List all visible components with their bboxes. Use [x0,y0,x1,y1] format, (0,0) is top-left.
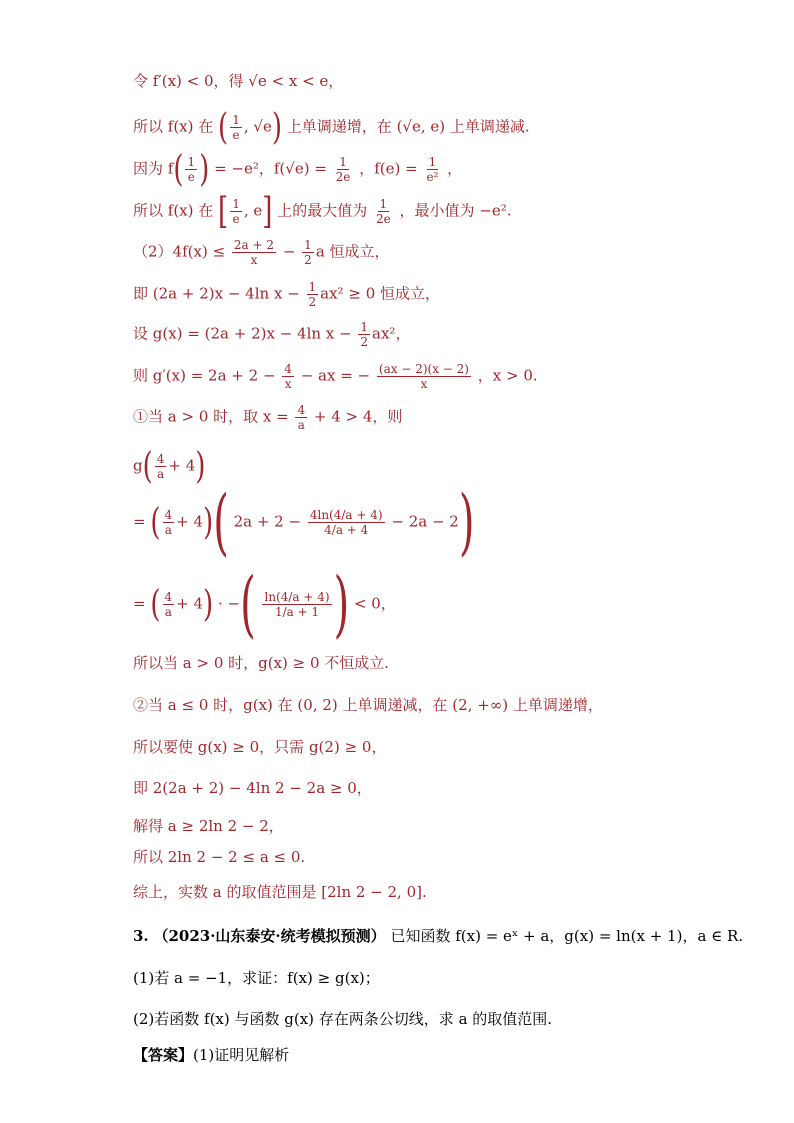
line-8-post: ，x > 0. [477,366,538,385]
line-3-post: ， [447,159,463,178]
line-19 [133,882,427,902]
line-2-post: 上单调递减. [449,117,530,136]
problem-3 [133,926,743,946]
line-3-v1: = −e²，f(√e) = [214,159,327,178]
line-6: 即 (2a + 2)x − 4ln x − $\frac{1}{2}$ ax² ≥ 0 恒成立， [133,280,441,309]
line-14 [133,695,603,715]
line-11-eq: = [133,512,146,531]
line-7: 设 g(x) = (2a + 2)x − 4ln x − $\frac{1}{2}$ ax²， [133,320,411,349]
line-4-mid: 上的最大值为 [277,201,368,220]
line-14-text: ②当 a ≤ 0 时，g(x) 在 (0, 2) 上单调递减，在 (2, +∞) 上单调递增， [133,696,603,714]
line-7-post: ax²， [372,324,411,343]
problem-number: 3. [133,927,149,945]
line-13-text: 所以当 a > 0 时，g(x) ≥ 0 不恒成立. [133,654,390,672]
line-2-interval: (√e, e) [396,117,446,136]
line-15 [133,737,386,757]
line-6-post: ax² ≥ 0 恒成立， [320,284,441,303]
part-1-text: (1)若 a = −1，求证：f(x) ≥ g(x)； [133,969,380,987]
line-5-post: a 恒成立， [315,242,390,261]
problem-3-part-1 [133,968,380,988]
line-11-post: − 2a − 2 [391,512,459,531]
problem-statement: 已知函数 f(x) = eˣ + a，g(x) = ln(x + 1)，a ∈ R. [390,927,744,945]
line-2: 所以 f(x) 在 ( $\frac{1}{e}$ , √e) 上单调递增，在 (√e, e) 上单调递减. [133,106,530,149]
line-1 [133,71,343,91]
line-18-text: 所以 2ln 2 − 2 ≤ a ≤ 0. [133,848,306,866]
line-8-mid: − ax = − [300,366,371,385]
problem-3-part-2 [133,1009,552,1029]
part-2-text: (2)若函数 f(x) 与函数 g(x) 存在两条公切线，求 a 的取值范围. [133,1010,553,1028]
line-1-text: 令 f′(x) < 0，得 √e < x < e， [133,72,344,90]
line-11-mid: 2a + 2 − [233,512,302,531]
problem-source: （2023·山东泰安·统考模拟预测） [153,927,386,945]
line-2-mid: 上单调递增，在 [286,117,392,136]
line-9-pre: ①当 a > 0 时，取 x = [133,407,289,426]
line-9-post: + 4 > 4，则 [313,407,403,426]
answer-line [133,1045,289,1065]
line-17 [133,816,284,836]
line-13 [133,653,389,673]
answer-label: 【答案】 [133,1046,194,1064]
line-7-pre: 设 g(x) = (2a + 2)x − 4ln x − [133,324,352,343]
line-12-eq: = [133,594,146,613]
line-12-mid: · − [217,594,241,613]
line-4: 所以 f(x) 在 [ $\frac{1}{e}$ , e] 上的最大值为 $\frac{1}{2e}$ ，最小值为 −e². [133,190,512,233]
line-8: 则 g′(x) = 2a + 2 − $\frac{4}{x}$ − ax = − $\frac{(ax - 2)(x - 2)}{x}$ ，x > 0. [133,362,538,391]
line-4-post: ，最小值为 −e². [399,201,512,220]
line-3: 因为 f( $\frac{1}{e}$ ) = −e²，f(√e) = $\frac{1}{2e}$ ，f(e) = $\frac{1}{\text{e²}}$ ， [133,148,463,191]
line-16 [133,778,372,798]
line-4-pre: 所以 f(x) 在 [133,201,214,220]
answer-text: (1)证明见解析 [193,1046,290,1064]
line-18 [133,847,305,867]
line-11: = ( $\frac{4}{a}$ + 4)( 2a + 2 − $\frac{4\ln(4/a + 4)}{4/a + 4}$ − 2a − 2) [133,481,475,564]
line-3-pre: 因为 f [133,159,174,178]
line-6-pre: 即 (2a + 2)x − 4ln x − [133,284,300,303]
frac-1-over-e: $\frac{1}{e}$ [232,113,240,142]
line-3-v2: ，f(e) = [359,159,418,178]
line-5-pre: （2）4f(x) ≤ [133,242,226,261]
line-15-text: 所以要使 g(x) ≥ 0，只需 g(2) ≥ 0， [133,738,387,756]
line-16-text: 即 2(2a + 2) − 4ln 2 − 2a ≥ 0， [133,779,372,797]
line-10-g: g [133,456,143,475]
line-12-post: < 0， [353,594,396,613]
line-17-text: 解得 a ≥ 2ln 2 − 2， [133,817,284,835]
line-19-text: 综上，实数 a 的取值范围是 [2ln 2 − 2, 0]. [133,883,427,901]
line-9: ①当 a > 0 时，取 x = $\frac{4}{a}$ + 4 > 4，则 [133,403,403,432]
line-8-pre: 则 g′(x) = 2a + 2 − [133,366,276,385]
line-5: （2）4f(x) ≤ $\frac{2a + 2}{x}$ − $\frac{1}{2}$ a 恒成立， [133,238,390,267]
line-2-pre: 所以 f(x) 在 [133,117,214,136]
line-10: g( $\frac{4}{a}$ + 4) [133,445,206,488]
line-12: = ( $\frac{4}{a}$ + 4) · −( $\frac{\ln(4/a + 4)}{1/a + 1}$ ) < 0， [133,563,396,646]
line-5-minus: − [282,242,296,261]
